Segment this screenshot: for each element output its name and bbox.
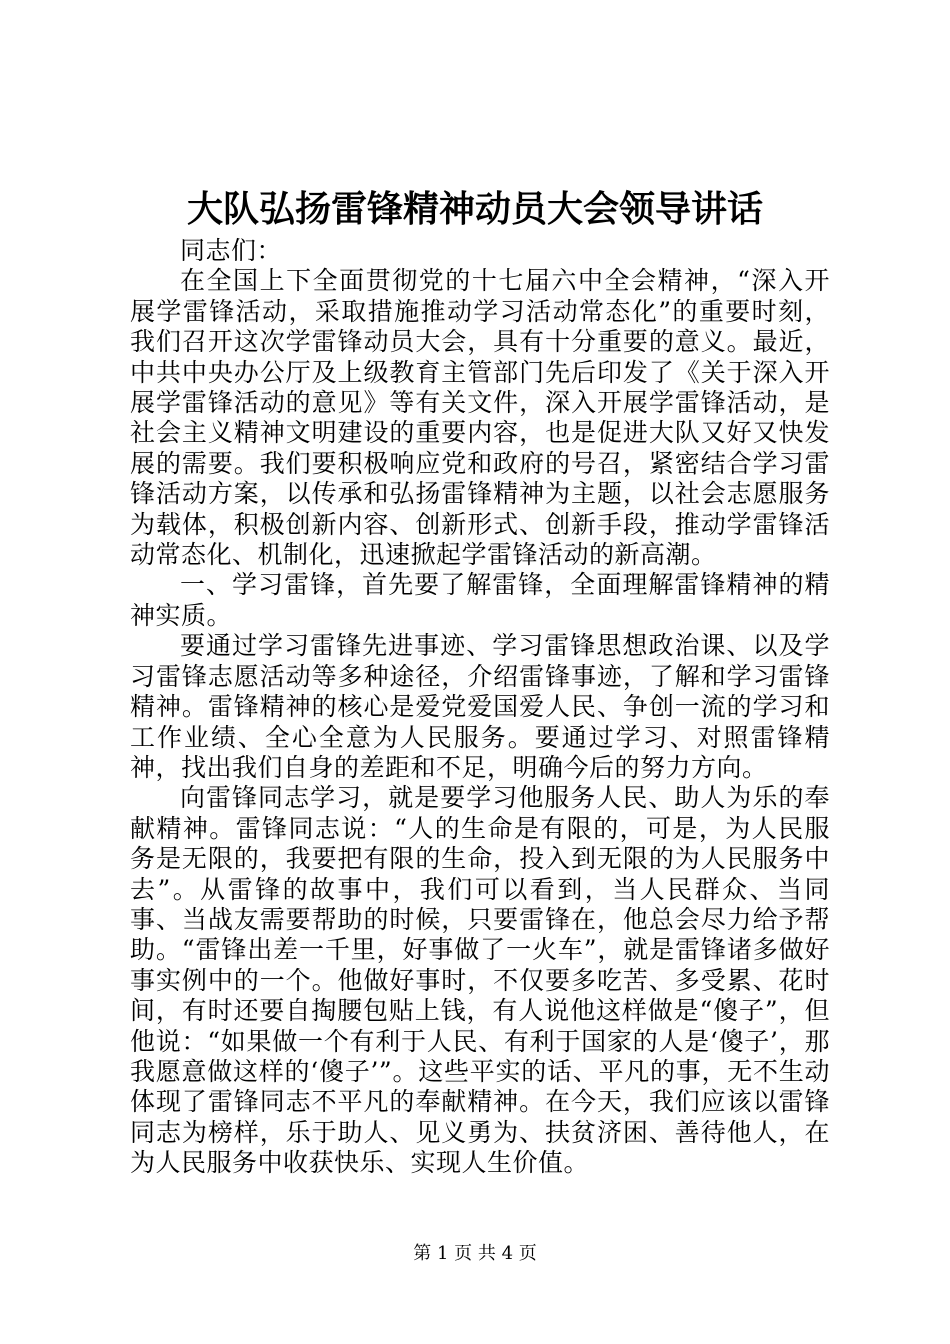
section-heading-paragraph: 一、学习雷锋，首先要了解雷锋，全面理解雷锋精神的精神实质。 xyxy=(130,570,830,630)
document-body xyxy=(130,236,830,1179)
body-paragraph: 向雷锋同志学习，就是要学习他服务人民、助人为乐的奉献精神。雷锋同志说：“人的生命是有限的，可是，为人民服务是无限的，我要把有限的生命，投入到无限的为人民服务中去”。从雷锋的故事中，我们可以看到，当人民群众、当同事、当战友需要帮助的时候，只要雷锋在，他总会尽力给予帮助。“雷锋出差一千里，好事做了一火车”，就是雷锋诸多做好事实例中的一个。他做好事时，不仅要多吃苦、多受累、花时间，有时还要自掏腰包贴上钱，有人说他这样做是“傻子”，但他说：“如果做一个有利于人民、有利于国家的人是‘傻子’，那我愿意做这样的‘傻子’”。这些平实的话、平凡的事，无不生动体现了雷锋同志不平凡的奉献精神。在今天，我们应该以雷锋同志为榜样，乐于助人、见义勇为、扶贫济困、善待他人，在为人民服务中收获快乐、实现人生价值。 xyxy=(130,783,830,1178)
document-title: 大队弘扬雷锋精神动员大会领导讲话 xyxy=(186,188,763,230)
page-number-footer: 第 1 页 共 4 页 xyxy=(413,1243,537,1264)
body-paragraph: 在全国上下全面贯彻党的十七届六中全会精神，“深入开展学雷锋活动，采取措施推动学习活动常态化”的重要时刻，我们召开这次学雷锋动员大会，具有十分重要的意义。最近，中共中央办公厅及上级教育主管部门先后印发了《关于深入开展学雷锋活动的意见》等有关文件，深入开展学雷锋活动，是社会主义精神文明建设的重要内容，也是促进大队又好又快发展的需要。我们要积极响应党和政府的号召，紧密结合学习雷锋活动方案，以传承和弘扬雷锋精神为主题，以社会志愿服务为载体，积极创新内容、创新形式、创新手段，推动学雷锋活动常态化、机制化，迅速掀起学雷锋活动的新高潮。 xyxy=(130,266,830,570)
salutation-paragraph: 同志们： xyxy=(180,236,283,265)
body-paragraph: 要通过学习雷锋先进事迹、学习雷锋思想政治课、以及学习雷锋志愿活动等多种途径，介绍雷锋事迹，了解和学习雷锋精神。雷锋精神的核心是爱党爱国爱人民、争创一流的学习和工作业绩、全心全意为人民服务。要通过学习、对照雷锋精神，找出我们自身的差距和不足，明确今后的努力方向。 xyxy=(130,631,830,782)
